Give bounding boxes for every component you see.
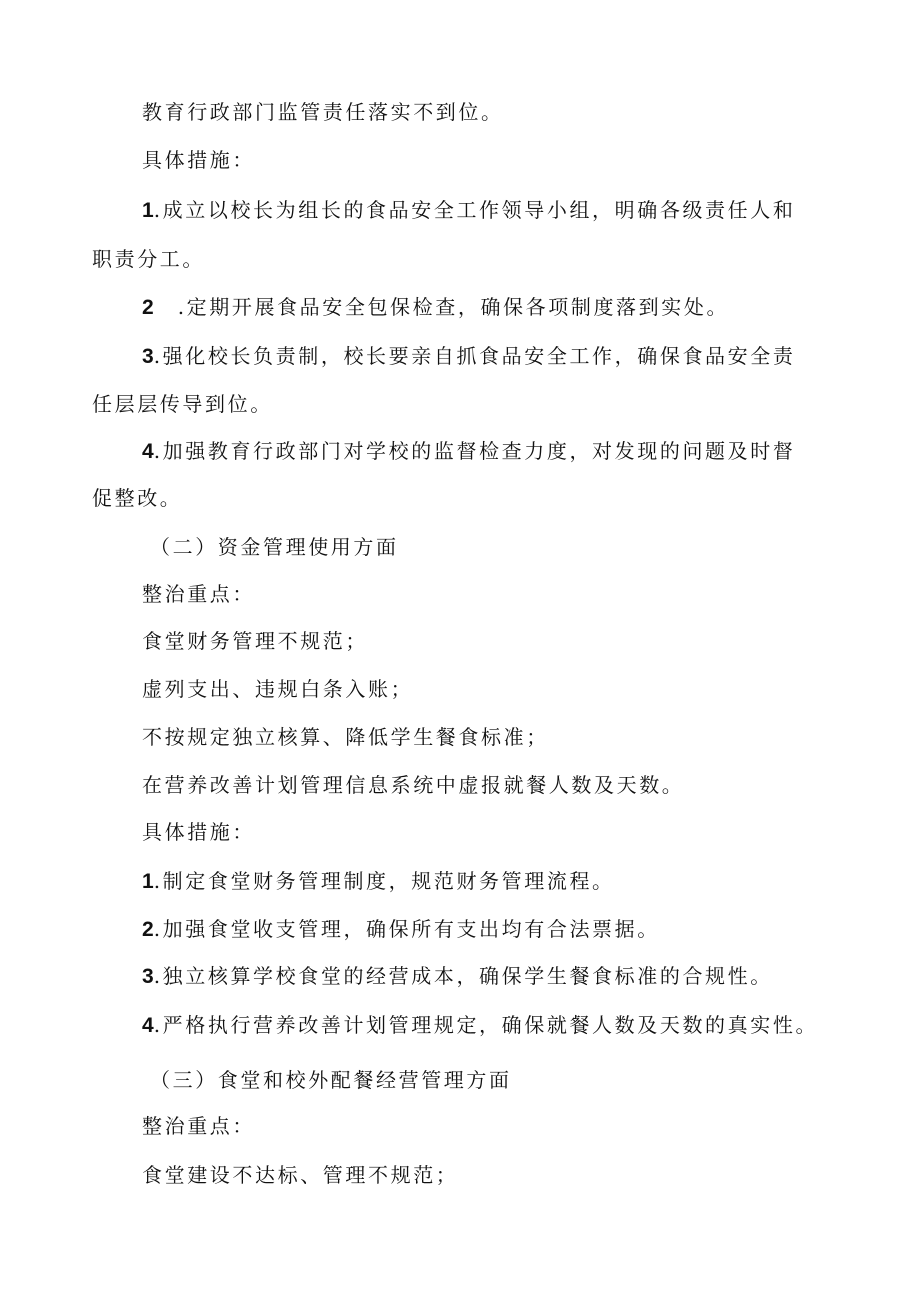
list-number: 3: [142, 345, 154, 368]
line-text: （三）食堂和校外配餐经营管理方面: [150, 1068, 512, 1092]
line-text: 职责分工。: [92, 247, 205, 271]
paragraph-line: [142, 675, 413, 703]
line-text: 食堂财务管理不规范；: [142, 629, 368, 653]
list-item: [142, 962, 773, 991]
line-text: 任层层传导到位。: [92, 392, 273, 416]
line-text: 整治重点：: [142, 582, 255, 606]
line-text: .加强教育行政部门对学校的监督检查力度，对发现的问题及时督: [153, 439, 796, 463]
line-text: .强化校长负责制，校长要亲自抓食品安全工作，确保食品安全责: [153, 344, 796, 368]
line-text: 整治重点：: [142, 1114, 255, 1138]
line-text: .制定食堂财务管理制度，规范财务管理流程。: [153, 869, 615, 893]
list-number: 3: [142, 965, 154, 988]
list-number: 1: [142, 199, 154, 222]
line-text: 具体措施：: [142, 820, 255, 844]
section-subheading: [142, 146, 255, 174]
paragraph-line: [142, 627, 368, 655]
line-text: .加强食堂收支管理，确保所有支出均有合法票据。: [153, 917, 660, 941]
line-text: .独立核算学校食堂的经营成本，确保学生餐食标准的合规性。: [153, 964, 773, 988]
list-item: [142, 867, 615, 896]
line-text: .成立以校长为组长的食品安全工作领导小组，明确各级责任人和: [153, 198, 796, 222]
line-text: 教育行政部门监管责任落实不到位。: [142, 100, 504, 124]
list-item: [142, 293, 729, 322]
line-text: 促整改。: [92, 486, 183, 510]
list-item: [142, 1011, 818, 1040]
line-text: .严格执行营养改善计划管理规定，确保就餐人数及天数的真实性。: [153, 1013, 819, 1037]
section-subheading: [142, 580, 255, 608]
paragraph-line: [142, 771, 684, 799]
line-text: 不按规定独立核算、降低学生餐食标准；: [142, 725, 549, 749]
line-text: 具体措施：: [142, 148, 255, 172]
list-item: [142, 342, 795, 371]
list-number: 4: [142, 440, 154, 463]
paragraph-line: [142, 98, 504, 126]
list-number: 2: [142, 296, 154, 319]
list-item: [142, 437, 795, 466]
paragraph-line: [142, 1161, 458, 1189]
section-subheading: [142, 818, 255, 846]
list-number: 2: [142, 918, 154, 941]
list-number: 4: [142, 1014, 154, 1037]
list-item: [142, 915, 660, 944]
paragraph-line: [142, 723, 549, 751]
paragraph-continuation: [92, 484, 182, 512]
paragraph-continuation: [92, 390, 273, 418]
section-subheading: [142, 1112, 255, 1140]
list-number: 1: [142, 870, 154, 893]
paragraph-continuation: [92, 245, 205, 273]
list-item: [142, 196, 795, 225]
section-heading: [150, 1066, 512, 1094]
line-text: .定期开展食品安全包保检查，确保各项制度落到实处。: [177, 295, 730, 319]
line-text: 虚列支出、违规白条入账；: [142, 677, 414, 701]
line-text: 食堂建设不达标、管理不规范；: [142, 1163, 459, 1187]
line-text: （二）资金管理使用方面: [150, 535, 399, 559]
line-text: 在营养改善计划管理信息系统中虚报就餐人数及天数。: [142, 773, 685, 797]
section-heading: [150, 533, 399, 561]
